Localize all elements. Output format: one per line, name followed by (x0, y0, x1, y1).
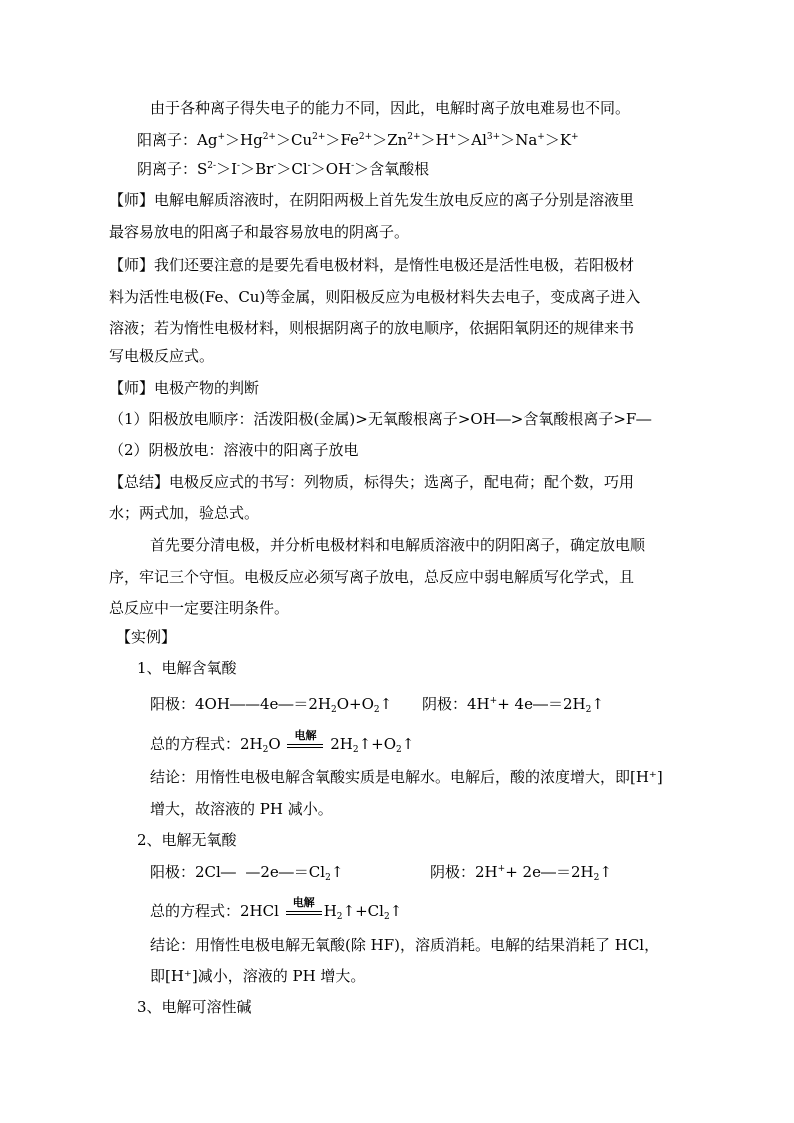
example-1-total: 总的方程式：$2H_2O$ 电解 $2H_2↑+O_2↑$ (150, 729, 415, 755)
cation-separator: ＞ (225, 131, 241, 149)
anion-ion: I- (231, 160, 241, 178)
anion-label: 阴离子： (137, 160, 198, 178)
total-label: 总的方程式： (150, 735, 241, 753)
teacher-note-2-line-2: 料为活性电极(Fe、Cu)等金属，则阳极反应为电极材料失去电子，变成离子进入 (109, 288, 641, 306)
cation-separator: ＞ (325, 131, 341, 149)
summary-line-2: 水；两式加，验总式。 (109, 504, 260, 522)
electrolysis-equals-sign: 电解 (287, 733, 323, 753)
teacher-note-1-line-2: 最容易放电的阳离子和最容易放电的阴离子。 (109, 223, 410, 241)
cation-ion: Na+ (515, 131, 545, 149)
example-2-anode: 阳极：2Cl― $—2e―=Cl_2↑$ (150, 863, 344, 883)
cation-separator: ＞ (500, 131, 516, 149)
cation-ion: $Zn^{2+}$ (387, 131, 421, 149)
electrolysis-equals-sign: 电解 (286, 900, 322, 920)
example-2-title: 2、电解无氧酸 (137, 831, 237, 849)
example-2-conclusion-line-1: 结论：用惰性电极电解无氧酸(除 HF)，溶质消耗。电解的结果消耗了 HCl， (150, 936, 660, 954)
examples-heading: 【实例】 (116, 628, 177, 646)
cation-ion: $Fe^{2+}$ (340, 131, 373, 149)
anion-ion: Cl- (291, 160, 311, 178)
anion-sequence (197, 160, 429, 178)
anion-separator: ＞ (310, 160, 326, 178)
total-label: 总的方程式： (150, 902, 241, 920)
cation-ion: K+ (559, 131, 579, 149)
example-1-anode: 阳极：$4OH―—4e―=2H_2O+O_2↑$ (150, 695, 393, 715)
cathode-label: 阴极： (422, 695, 468, 713)
example-2-total: 总的方程式：2HCl 电解 $H_2↑+Cl_2↑$ (150, 896, 403, 922)
rule-anode-order: （1）阳极放电顺序：活泼阳极(金属)>无氧酸根离子>OH―>含氧酸根离子>F― (109, 410, 652, 428)
anion-separator: ＞ (216, 160, 232, 178)
example-1-title: 1、电解含氧酸 (137, 659, 237, 677)
teacher-note-1-line-1: 【师】电解电解质溶液时，在阴阳两极上首先发生放电反应的离子分别是溶液里 (109, 191, 635, 209)
example-1-conclusion-line-2: 增大，故溶液的 PH 减小。 (150, 800, 333, 818)
cation-separator: ＞ (544, 131, 560, 149)
cation-separator: ＞ (372, 131, 388, 149)
note-line-3: 总反应中一定要注明条件。 (109, 599, 290, 617)
cation-separator: ＞ (275, 131, 291, 149)
anion-separator: ＞ (240, 160, 256, 178)
example-2-cathode: 阴极：$2H^++ 2e―=2H_2↑$ (430, 863, 612, 883)
anion-separator: ＞含氧酸根 (354, 160, 430, 178)
teacher-note-3: 【师】电极产物的判断 (109, 379, 260, 397)
teacher-note-2-line-1: 【师】我们还要注意的是要先看电极材料，是惰性电极还是活性电极，若阳极材 (109, 256, 635, 274)
anode-label: 阳极： (150, 695, 196, 713)
example-1-conclusion-line-1: 结论：用惰性电极电解含氧酸实质是电解水。电解后，酸的浓度增大，即[H⁺] (150, 768, 663, 786)
anion-order-line (137, 159, 429, 179)
example-1-cathode: 阴极：$4H^++ 4e―=2H_2↑$ (422, 695, 604, 715)
cation-separator: ＞ (456, 131, 472, 149)
note-line-1: 首先要分清电极，并分析电极材料和电解质溶液中的阴阳离子，确定放电顺 (150, 536, 646, 554)
teacher-note-2-line-4: 写电极反应式。 (109, 347, 215, 365)
intro-text: 由于各种离子得失电子的能力不同，因此，电解时离子放电难易也不同。 (150, 99, 631, 117)
cation-label: 阳离子： (137, 131, 198, 149)
cation-separator: ＞ (420, 131, 436, 149)
cation-ion: $Al^{3+}$ (471, 131, 501, 149)
cathode-label: 阴极： (430, 863, 476, 881)
cation-ion: $Hg^{2+}$ (240, 131, 276, 149)
anode-label: 阳极： (150, 863, 196, 881)
summary-line-1: 【总结】电极反应式的书写：列物质，标得失；选离子，配电荷；配个数，巧用 (109, 473, 635, 491)
example-2-conclusion-line-2: 即[H⁺]减小，溶液的 PH 增大。 (150, 967, 366, 985)
anion-separator: ＞ (276, 160, 292, 178)
example-3-title: 3、电解可溶性碱 (137, 998, 252, 1016)
cation-ion: Ag+ (197, 131, 225, 149)
anion-ion: $S^{2-}$ (197, 160, 217, 178)
note-line-2: 序，牢记三个守恒。电极反应必须写离子放电，总反应中弱电解质写化学式，且 (109, 568, 635, 586)
anion-ion: Br- (255, 160, 277, 178)
anion-ion: OH- (325, 160, 355, 178)
rule-cathode: （2）阴极放电：溶液中的阳离子放电 (109, 441, 359, 459)
cation-sequence (197, 131, 579, 149)
cation-ion: H+ (435, 131, 457, 149)
cation-ion: $Cu^{2+}$ (291, 131, 326, 149)
teacher-note-2-line-3: 溶液；若为惰性电极材料，则根据阴离子的放电顺序，依据阳氧阴还的规律来书 (109, 319, 635, 337)
cation-order-line (137, 130, 579, 150)
